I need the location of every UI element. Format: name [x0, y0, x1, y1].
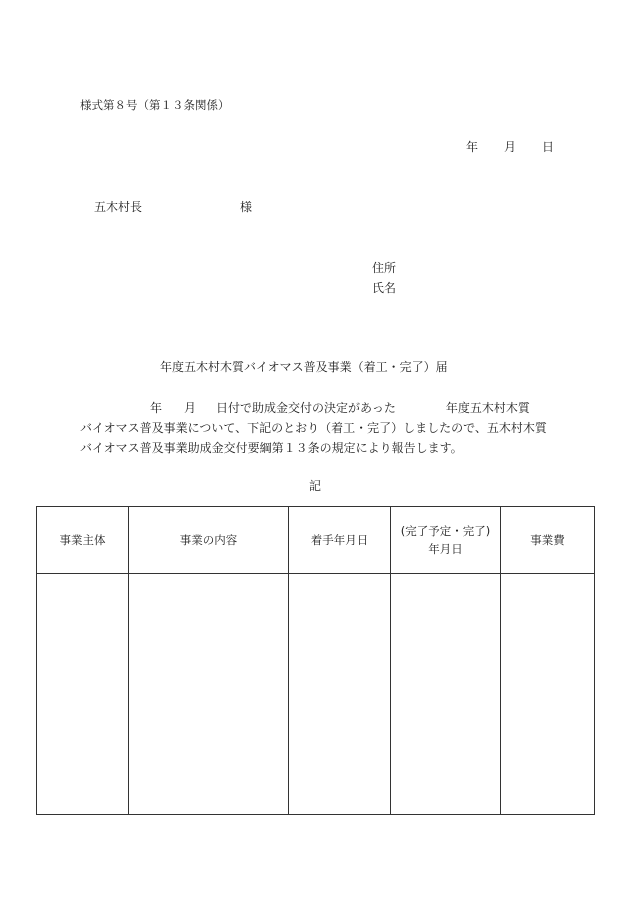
date-year-label: 年 [466, 140, 479, 154]
body-decision-text: 日付で助成金交付の決定があった [216, 401, 396, 415]
body-fiscal-year: 年度五木村木質 [445, 401, 530, 415]
header-completion-date [391, 507, 501, 574]
addressee-name: 五木村長 [94, 200, 143, 214]
cell-content[interactable] [129, 574, 289, 815]
cell-completion-date[interactable] [391, 574, 501, 815]
header-completion-line2: 年月日 [428, 542, 463, 556]
report-table [36, 506, 595, 815]
body-year: 年 [150, 401, 163, 415]
cell-entity[interactable] [37, 574, 129, 815]
header-entity: 事業主体 [37, 507, 129, 574]
cell-start-date[interactable] [289, 574, 391, 815]
header-cost: 事業費 [501, 507, 595, 574]
body-text [80, 398, 560, 458]
header-start-date: 着手年月日 [289, 507, 391, 574]
cell-cost[interactable] [501, 574, 595, 815]
applicant-address-label: 住所 [372, 261, 397, 275]
body-line-2: バイオマス普及事業について、下記のとおり（着工・完了）しましたので、五木村木質 [80, 421, 547, 435]
body-month: 月 [184, 401, 197, 415]
document-title: 年度五木村木質バイオマス普及事業（着工・完了）届 [160, 360, 448, 374]
header-completion-line1: (完了予定・完了) [400, 524, 491, 538]
table-header-row [37, 507, 595, 574]
date-line [466, 138, 554, 155]
applicant-name-label: 氏名 [372, 281, 397, 295]
body-line-3: バイオマス普及事業助成金交付要綱第１３条の規定により報告します。 [80, 441, 463, 455]
table-row [37, 574, 595, 815]
date-day-label: 日 [542, 140, 555, 154]
header-content: 事業の内容 [129, 507, 289, 574]
addressee-honorific: 様 [240, 200, 253, 214]
form-number: 様式第８号（第１３条関係） [80, 98, 230, 112]
addressee [94, 198, 252, 215]
ki-heading: 記 [309, 479, 322, 493]
date-month-label: 月 [504, 140, 517, 154]
body-line-1 [80, 398, 560, 418]
